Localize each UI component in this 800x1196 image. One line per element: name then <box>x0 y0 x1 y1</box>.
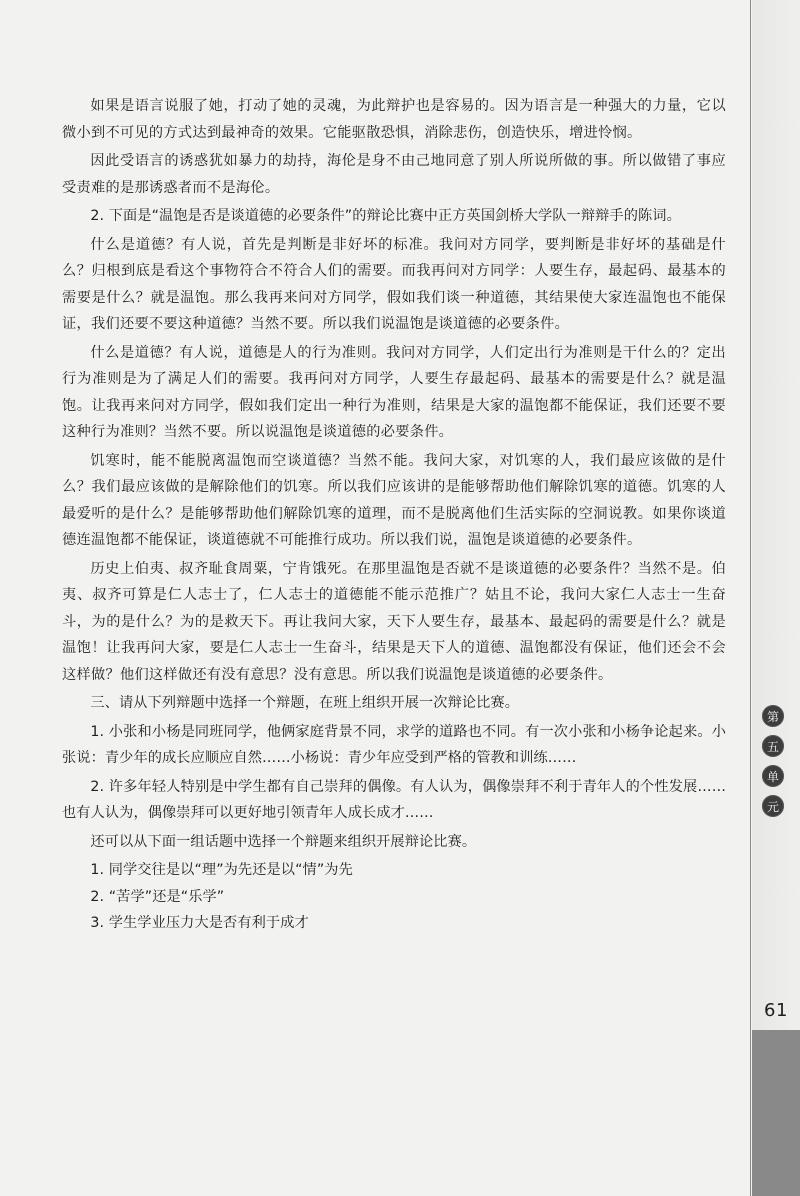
paragraph-5: 什么是道德？有人说，道德是人的行为准则。我问对方同学，人们定出行为准则是干什么的？定出行为准则是为了满足人们的需要。我再问对方同学，人要生存最起码、最基本的需要是什么？就是温饱。让我再来问对方同学，假如我们定出一种行为准则，结果是大家的温饱都不能保证，我们还要不要这种行为准则？当然不要。所以说温饱是谈道德的必要条件。 <box>62 344 726 440</box>
unit-char-3: 单 <box>762 765 784 787</box>
paragraph-11: 还可以从下面一组话题中选择一个辩题来组织开展辩论比赛。 <box>90 833 477 850</box>
unit-char-4: 元 <box>762 795 784 817</box>
paragraph-7: 历史上伯夷、叔齐耻食周粟，宁肯饿死。在那里温饱是否就不是谈道德的必要条件？当然不是。伯夷、叔齐可算是仁人志士了，仁人志士的道德能不能示范推广？姑且不论，我问大家仁人志士一生奋斗，为的是什么？为的是救天下。再让我问大家，天下人要生存，最基本、最起码的需要是什么？就是温饱！让我再问大家，要是仁人志士一生奋斗，结果是天下人的道德、温饱都没有保证，他们还会不会这样做？他们这样做还有没有意思？没有意思。所以我们说温饱是谈道德的必要条件。 <box>62 560 726 683</box>
unit-char-1: 第 <box>762 705 784 727</box>
page-side-divider <box>750 0 751 1196</box>
paragraph-13: 2. “苦学”还是“乐学” <box>90 888 225 905</box>
paragraph-3: 2. 下面是“温饱是否是谈道德的必要条件”的辩论比赛中正方英国剑桥大学队一辩辩手的陈词。 <box>90 208 681 224</box>
paragraph-10: 2. 许多年轻人特别是中学生都有自己崇拜的偶像。有人认为，偶像崇拜不利于青年人的个性发展……也有人认为，偶像崇拜可以更好地引领青年人成长成才…… <box>62 778 726 821</box>
paragraph-9: 1. 小张和小杨是同班同学，他俩家庭背景不同，求学的道路也不同。有一次小张和小杨争论起来。小张说：青少年的成长应顺应自然……小杨说：青少年应受到严格的管教和训练…… <box>62 723 726 766</box>
paragraph-6: 饥寒时，能不能脱离温饱而空谈道德？当然不能。我问大家，对饥寒的人，我们最应该做的是什么？我们最应该做的是解除他们的饥寒。所以我们应该讲的是能够帮助他们解除饥寒的道德。饥寒的人最爱听的是什么？是能够帮助他们解除饥寒的道理，而不是脱离他们生活实际的空洞说教。如果你谈道德连温饱都不能保证，谈道德就不可能推行成功。所以我们说，温饱是谈道德的必要条件。 <box>62 452 726 548</box>
paragraph-12: 1. 同学交往是以“理”为先还是以“情”为先 <box>90 862 353 878</box>
page-content <box>62 93 726 937</box>
unit-side-tab <box>760 705 786 817</box>
unit-char-2: 五 <box>762 735 784 757</box>
paragraph-14: 3. 学生学业压力大是否有利于成才 <box>90 915 309 931</box>
paragraph-4: 什么是道德？有人说，首先是判断是非好坏的标准。我问对方同学，要判断是非好坏的基础是什么？归根到底是看这个事物符合不符合人们的需要。而我再问对方同学：人要生存，最起码、最基本的需要是什么？就是温饱。那么我再来问对方同学，假如我们谈一种道德，其结果使大家连温饱也不能保证，我们还要不要这种道德？当然不要。所以我们说温饱是谈道德的必要条件。 <box>62 236 726 332</box>
paragraph-2: 因此受语言的诱惑犹如暴力的劫持，海伦是身不由己地同意了别人所说所做的事。所以做错了事应受责难的是那诱惑者而不是海伦。 <box>62 153 726 196</box>
page-corner-block <box>752 1030 800 1196</box>
paragraph-1: 如果是语言说服了她，打动了她的灵魂，为此辩护也是容易的。因为语言是一种强大的力量，它以微小到不可见的方式达到最神奇的效果。它能驱散恐惧，消除悲伤，创造快乐，增进怜悯。 <box>62 98 726 141</box>
page-number: 61 <box>764 1000 788 1021</box>
paragraph-8: 三、请从下列辩题中选择一个辩题，在班上组织开展一次辩论比赛。 <box>90 695 520 711</box>
